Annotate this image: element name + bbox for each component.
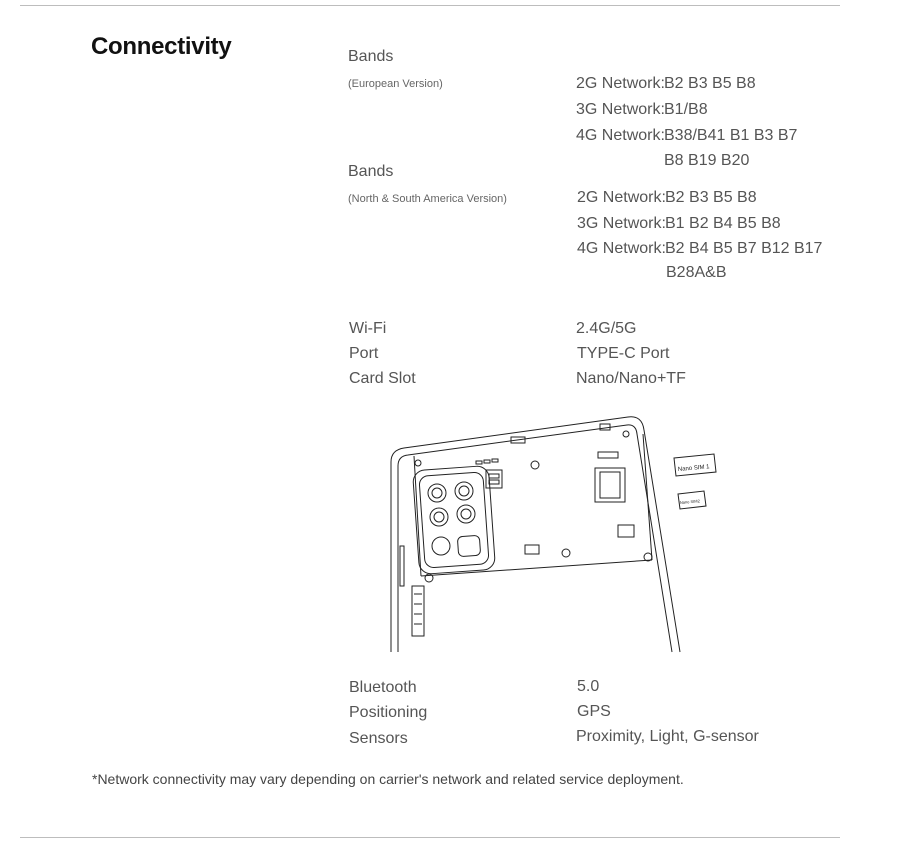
spec-label-wifi: Wi-Fi [349,320,387,337]
phone-sim-slot-diagram [388,414,718,654]
camera-lens-icon [430,508,448,526]
eu-4g-key: 4G Network: [576,127,665,144]
eu-3g-key: 3G Network: [576,101,665,118]
eu-4g-value-cont: B8 B19 B20 [664,152,750,169]
phone-frame-inner [398,425,672,652]
am-3g-value: B1 B2 B4 B5 B8 [665,215,781,232]
flash-icon [432,537,450,555]
frame-divider [421,560,652,576]
nano-sim-2-label: Nano SIM2 [679,498,701,505]
bands-am-sublabel: (North & South America Version) [348,193,507,205]
bottom-divider [20,837,840,838]
am-4g-value-cont: B28A&B [666,264,727,281]
nano-sim-1-label: Nano SIM 1 [677,464,710,473]
spec-label-port: Port [349,345,379,362]
spec-value-port: TYPE-C Port [577,345,670,362]
am-4g-value: B2 B4 B5 B7 B12 B17 [665,240,823,257]
am-2g-value: B2 B3 B5 B8 [665,189,757,206]
top-divider [20,5,840,6]
camera-lens-icon [457,505,475,523]
eu-2g-key: 2G Network: [576,75,665,92]
am-2g-key: 2G Network: [577,189,666,206]
camera-lens-icon [428,484,446,502]
bands-eu-label: Bands [348,48,394,65]
spec-label-card-slot: Card Slot [349,370,416,387]
spec-label-bluetooth: Bluetooth [349,679,417,696]
am-3g-key: 3G Network: [577,215,666,232]
spec-value-bluetooth: 5.0 [577,678,600,695]
am-4g-key: 4G Network: [577,240,666,257]
spec-value-sensors: Proximity, Light, G-sensor [576,728,759,745]
section-title: Connectivity [91,33,232,60]
spec-value-card-slot: Nano/Nano+TF [576,370,686,387]
eu-4g-value: B38/B41 B1 B3 B7 [664,127,798,144]
spec-label-positioning: Positioning [349,704,428,721]
sensor-icon [457,535,480,556]
bands-am-label: Bands [348,163,394,180]
eu-2g-value: B2 B3 B5 B8 [664,75,756,92]
spec-value-wifi: 2.4G/5G [576,320,637,337]
camera-lens-icon [455,482,473,500]
eu-3g-value: B1/B8 [664,101,708,118]
footnote: *Network connectivity may vary depending on carrier's network and related service deployment. [92,771,684,787]
spec-label-sensors: Sensors [349,730,408,747]
phone-frame-outline [391,417,680,652]
bands-eu-sublabel: (European Version) [348,78,443,90]
spec-value-positioning: GPS [577,703,611,720]
